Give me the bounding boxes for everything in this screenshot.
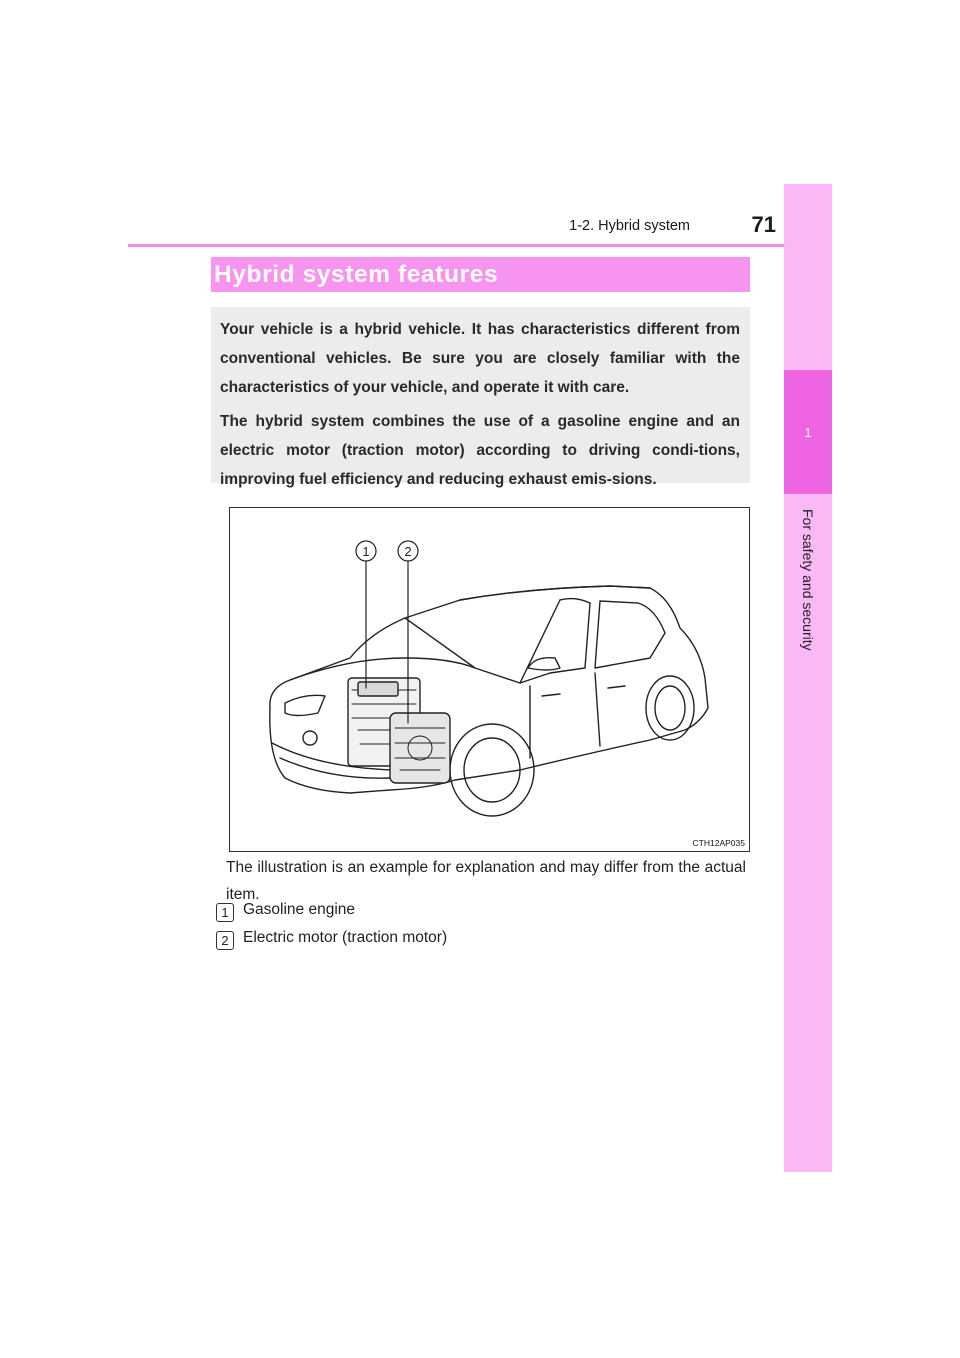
fog-light — [303, 731, 317, 745]
roof-line — [460, 586, 650, 600]
door-line — [595, 673, 600, 746]
page-title: Hybrid system features — [214, 261, 499, 288]
header-divider — [128, 244, 832, 247]
motor-block — [390, 713, 450, 783]
engine-cover — [358, 682, 398, 696]
windshield — [405, 600, 560, 683]
figure-caption: The illustration is an example for explanation and may differ from the actual item. — [226, 859, 746, 903]
legend-text: Electric motor (traction motor) — [243, 929, 448, 946]
chapter-title: For safety and security — [800, 509, 816, 651]
legend-number-badge: 1 — [216, 903, 234, 922]
intro-paragraph: The hybrid system combines the use of a gasoline engine and an electric motor (traction motor) according to driving condi-tions, improving fuel efficiency and reducing exhaust emis-sions. — [220, 413, 740, 488]
section-label: 1-2. Hybrid system — [569, 218, 690, 234]
legend-number-badge: 2 — [216, 931, 234, 950]
figure-code: CTH12AP035 — [692, 838, 745, 848]
hybrid-car-illustration — [229, 507, 750, 852]
car-body-outline — [270, 586, 708, 793]
side-mirror — [528, 658, 560, 670]
section-title-bar — [211, 257, 750, 292]
chapter-number: 1 — [784, 370, 832, 494]
car-drawing — [230, 508, 749, 851]
intro-box — [211, 307, 750, 488]
legend-text: Gasoline engine — [243, 901, 356, 918]
headlight — [285, 695, 325, 715]
side-window-rear — [595, 601, 665, 668]
door-handle — [542, 694, 560, 696]
chapter-side-tab — [784, 184, 832, 1172]
front-wheel-rim — [464, 738, 520, 802]
callout-2: 2 — [404, 544, 412, 559]
rear-wheel-rim — [655, 686, 685, 730]
callout-1: 1 — [362, 544, 370, 559]
door-handle — [608, 686, 625, 688]
page-number: 71 — [751, 212, 776, 237]
hood-line — [290, 658, 475, 680]
intro-paragraph: Your vehicle is a hybrid vehicle. It has characteristics different from conventional vehicles. Be sure you are closely familiar with the characteristics of your vehicle, and operate it with care. — [220, 321, 740, 396]
